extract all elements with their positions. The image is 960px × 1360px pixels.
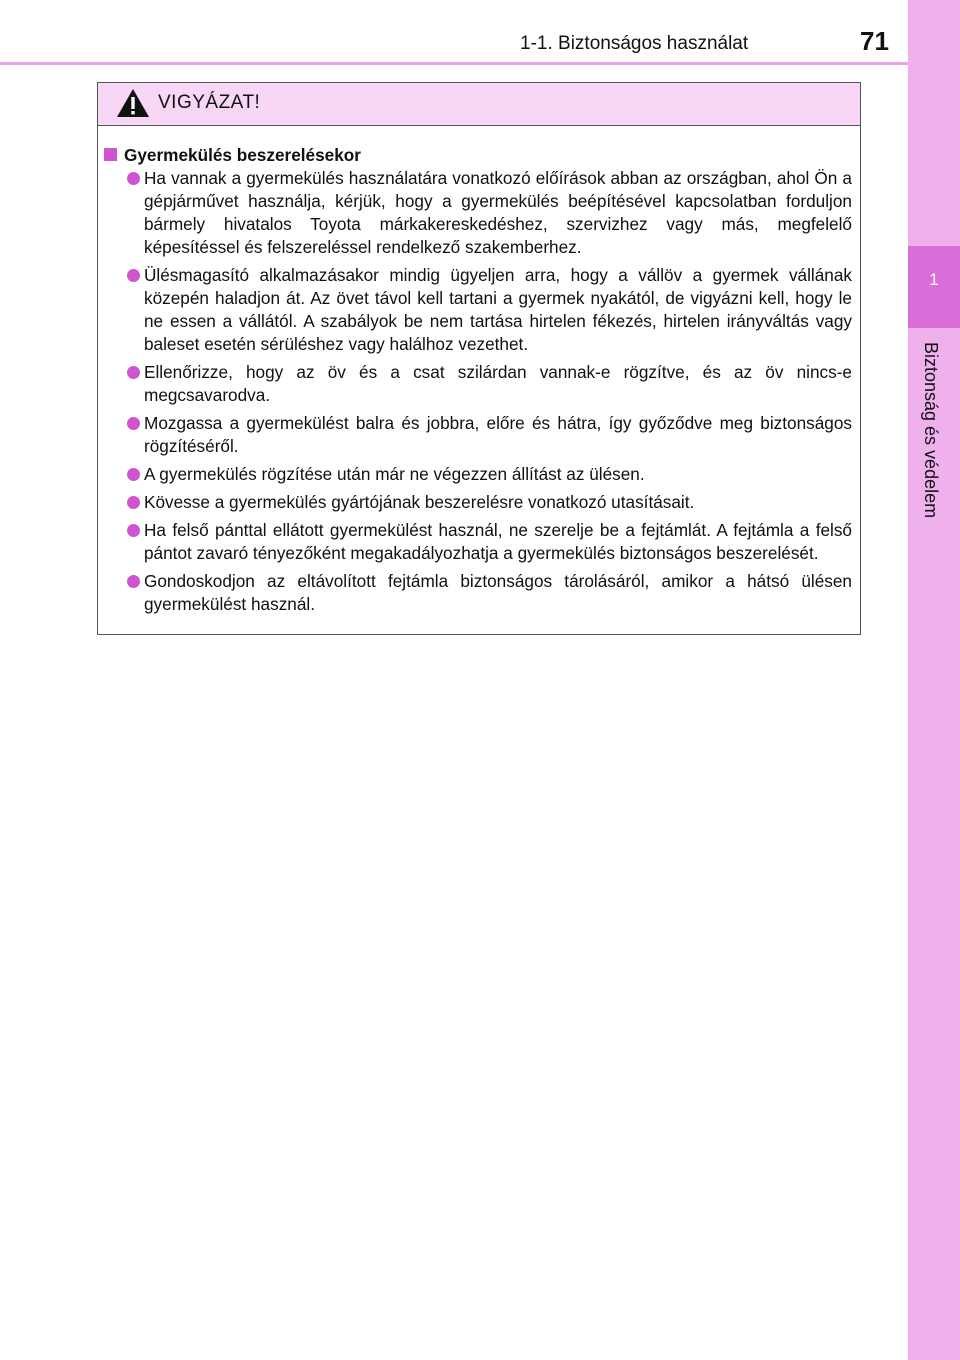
bullet-list (98, 167, 852, 616)
list-item (98, 167, 852, 259)
list-item (98, 463, 852, 486)
list-item-text: Ha felső pánttal ellátott gyermekülést használ, ne szerelje be a fejtámlát. A fejtámla a felső pántot zavaró tényezőként megakadályozhatja a gyermekülés biztonságos beszerelését. (144, 520, 852, 563)
page-number: 71 (860, 26, 889, 56)
list-item (98, 519, 852, 565)
warning-box (97, 82, 861, 635)
subheading (98, 144, 852, 166)
list-item-text: Ellenőrizze, hogy az öv és a csat szilárdan vannak-e rögzítve, és az öv nincs-e megcsavarodva. (144, 362, 852, 405)
circle-bullet-icon (127, 524, 140, 537)
list-item (98, 570, 852, 616)
circle-bullet-icon (127, 366, 140, 379)
circle-bullet-icon (127, 417, 140, 430)
chapter-side-tab (908, 0, 960, 1360)
list-item-text: Mozgassa a gyermekülést balra és jobbra, előre és hátra, így győződve meg biztonságos rögzítéséről. (144, 413, 852, 456)
square-bullet-icon (104, 148, 117, 161)
subheading-text: Gyermekülés beszerelésekor (124, 145, 361, 165)
list-item-text: Ha vannak a gyermekülés használatára vonatkozó előírások abban az országban, ahol Ön a gépjárművet használja, kérjük, hogy a gyermekülés beépítésével kapcsolatban forduljon bármely hivatalos Toyota márkakereskedéshez, szervizhez vagy más, megfelelő képesítéssel és felszereléssel rendelkező szakemberhez. (144, 168, 852, 257)
warning-title: VIGYÁZAT! (158, 92, 261, 113)
list-item-text: Kövesse a gyermekülés gyártójának beszerelésre vonatkozó utasításait. (144, 492, 695, 512)
warning-triangle-icon (116, 88, 150, 118)
list-item (98, 412, 852, 458)
list-item (98, 491, 852, 514)
list-item-text: Ülésmagasító alkalmazásakor mindig ügyeljen arra, hogy a vállöv a gyermek vállának közepén haladjon át. Az övet távol kell tartani a gyermek nyakától, de vigyázni kell, hogy le ne essen a vállától. A szabályok be nem tartása hirtelen fékezés, hirtelen irányváltás vagy baleset esetén sérüléshez vagy halálhoz vezethet. (144, 265, 852, 354)
list-item (98, 264, 852, 356)
circle-bullet-icon (127, 269, 140, 282)
circle-bullet-icon (127, 172, 140, 185)
warning-body (98, 126, 860, 616)
chapter-title: Biztonság és védelem (921, 342, 941, 519)
section-title: 1-1. Biztonságos használat (520, 33, 749, 54)
list-item-text: A gyermekülés rögzítése után már ne végezzen állítást az ülésen. (144, 464, 645, 484)
chapter-number: 1 (929, 270, 939, 289)
header-divider (0, 62, 908, 65)
list-item-text: Gondoskodjon az eltávolított fejtámla biztonságos tárolásáról, amikor a hátsó ülésen gyermekülést használ. (144, 571, 852, 614)
circle-bullet-icon (127, 575, 140, 588)
warning-header (98, 83, 860, 126)
circle-bullet-icon (127, 468, 140, 481)
circle-bullet-icon (127, 496, 140, 509)
list-item (98, 361, 852, 407)
